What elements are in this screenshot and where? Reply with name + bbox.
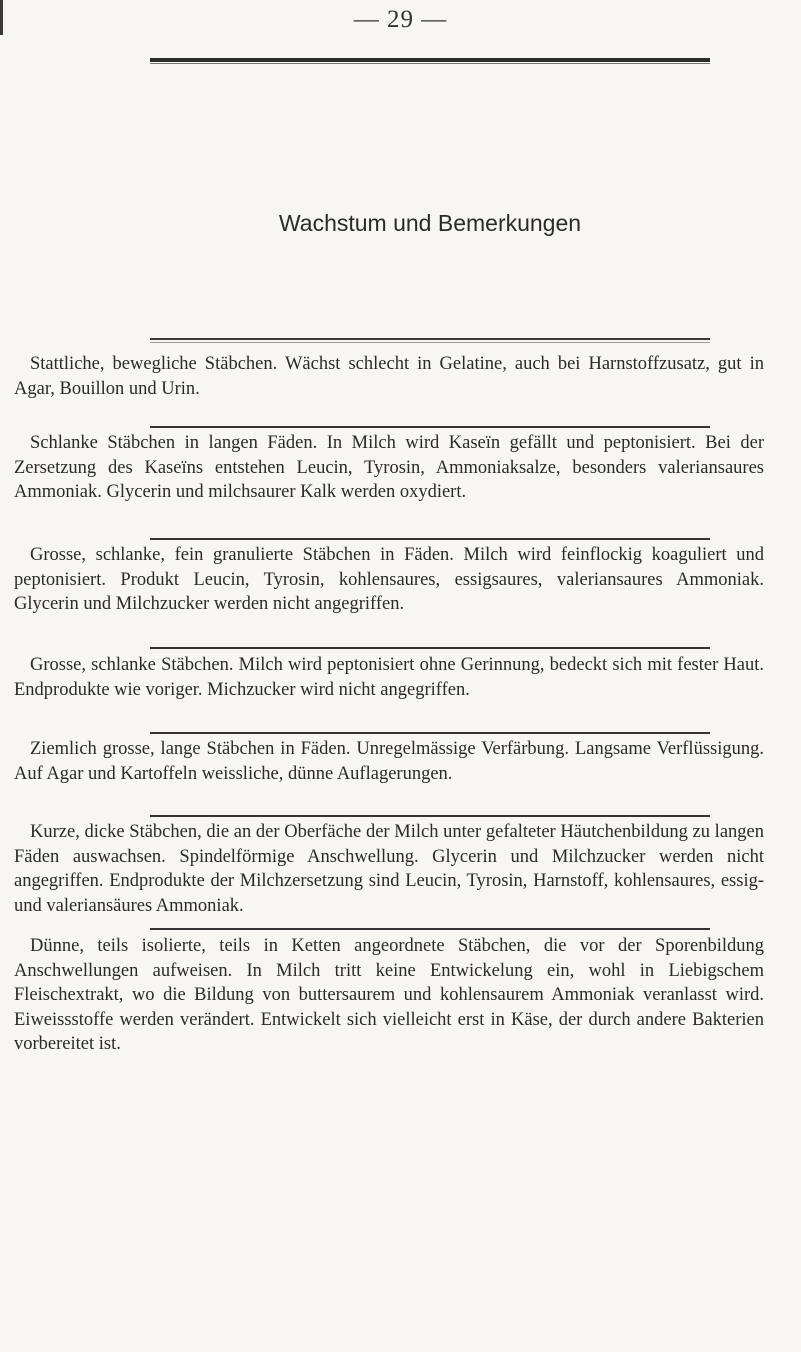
entry-1-rule: [150, 426, 710, 428]
entry-1-text: Stattliche, bewegliche Stäbchen. Wächst schlecht in Gelatine, auch bei Harnstoffzusatz, gut in Agar, Bouillon und Urin.: [14, 354, 764, 399]
header-rule: [150, 58, 710, 62]
entry-7-text: Dünne, teils isolierte, teils in Ketten angeordnete Stäbchen, die vor der Sporenbildung Anschwellungen aufweisen. In Milch tritt keine Entwickelung ein, wohl in Liebigschem Fleischextrakt, wo die Bildung von buttersaurem und kohlensaurem Ammoniak veranlasst wird. Eiweissstoffe werden verändert. Entwickelt sich vielleicht erst in Käse, der durch andere Bakterien vorbereitet ist.: [14, 936, 764, 1054]
heading-rule: [150, 338, 710, 340]
entry-4-text: Grosse, schlanke Stäbchen. Milch wird peptonisiert ohne Gerinnung, bedeckt sich mit fester Haut. Endprodukte wie voriger. Michzucker wird nicht angegriffen.: [14, 655, 764, 700]
entry-2-rule: [150, 538, 710, 540]
heading-rule-thin: [150, 342, 710, 343]
column-heading: Wachstum und Bemerkungen: [278, 210, 582, 236]
page-number: — 29 —: [353, 6, 448, 33]
entry-2-text: Schlanke Stäbchen in langen Fäden. In Milch wird Kaseïn gefällt und peptonisiert. Bei der Zersetzung des Kaseïns entstehen Leucin, Tyrosin, Ammoniaksalze, besonders valeriansaures Ammoniak. Glycerin und milchsaurer Kalk werden oxydiert.: [14, 433, 764, 502]
entry-3-rule: [150, 647, 710, 649]
entry-3-text: Grosse, schlanke, fein granulierte Stäbchen in Fäden. Milch wird feinflockig koaguliert und peptonisiert. Produkt Leucin, Tyrosin, kohlensaures, essigsaures, valeriansaures Ammoniak. Glycerin und Milchzucker werden nicht angegriffen.: [14, 545, 764, 614]
header-rule-thin: [150, 63, 710, 64]
entry-6-rule: [150, 928, 710, 930]
entry-6-text: Kurze, dicke Stäbchen, die an der Oberfäche der Milch unter gefalteter Häutchenbildung zu langen Fäden auswachsen. Spindelförmige Anschwellung. Glycerin und Milchzucker werden nicht angegriffen. Endprodukte der Milchzersetzung sind Leucin, Tyrosin, Harnstoff, kohlensaures, essig- und valeriansäures Ammoniak.: [14, 822, 764, 916]
entry-5-rule: [150, 815, 710, 817]
entry-4-rule: [150, 732, 710, 734]
entry-5-text: Ziemlich grosse, lange Stäbchen in Fäden. Unregelmässige Verfärbung. Langsame Verflüssigung. Auf Agar und Kartoffeln weissliche, dünne Auflagerungen.: [14, 739, 764, 784]
